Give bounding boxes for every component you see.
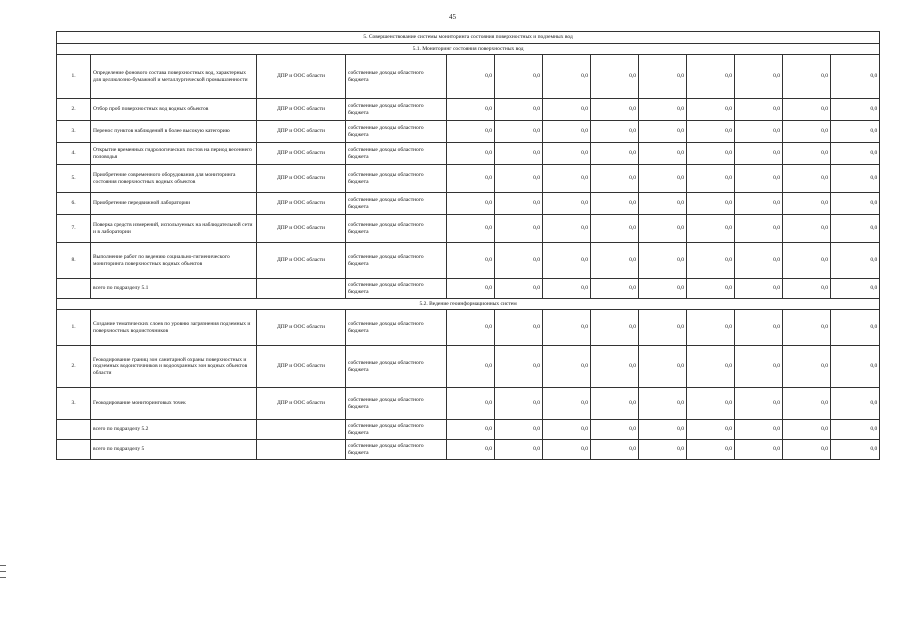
activity-name: Создание тематических слоев по уровню загрязнения подземных и поверхностных водоисточников (91, 310, 257, 346)
value-cell: 0,0 (639, 346, 687, 388)
executor: ДПР и ООС области (257, 310, 346, 346)
row-number: 6. (57, 193, 91, 215)
value-cell: 0,0 (495, 165, 543, 193)
value-cell: 0,0 (783, 346, 831, 388)
value-cell: 0,0 (591, 143, 639, 165)
value-cell: 0,0 (591, 420, 639, 440)
funding-source: собственные доходы областного бюджета (346, 99, 447, 121)
value-cell: 0,0 (495, 310, 543, 346)
funding-source: собственные доходы областного бюджета (346, 243, 447, 279)
value-cell: 0,0 (831, 165, 880, 193)
executor: ДПР и ООС области (257, 388, 346, 420)
value-cell: 0,0 (591, 310, 639, 346)
executor (257, 279, 346, 299)
funding-source: собственные доходы областного бюджета (346, 55, 447, 99)
value-cell: 0,0 (735, 243, 783, 279)
value-cell: 0,0 (639, 99, 687, 121)
value-cell: 0,0 (591, 440, 639, 460)
value-cell: 0,0 (783, 193, 831, 215)
funding-source: собственные доходы областного бюджета (346, 420, 447, 440)
row-number: 1. (57, 55, 91, 99)
section-title: 5. Совершенствование системы мониторинга состояния поверхностных и подземных вод (57, 32, 880, 44)
executor: ДПР и ООС области (257, 143, 346, 165)
value-cell: 0,0 (735, 440, 783, 460)
value-cell: 0,0 (639, 310, 687, 346)
value-cell: 0,0 (543, 193, 591, 215)
value-cell: 0,0 (639, 165, 687, 193)
executor: ДПР и ООС области (257, 55, 346, 99)
executor (257, 440, 346, 460)
value-cell: 0,0 (687, 121, 735, 143)
value-cell: 0,0 (591, 55, 639, 99)
activity-name: всего по подразделу 5.1 (91, 279, 257, 299)
value-cell: 0,0 (687, 55, 735, 99)
value-cell: 0,0 (783, 215, 831, 243)
funding-source: собственные доходы областного бюджета (346, 388, 447, 420)
activity-name: всего по подразделу 5 (91, 440, 257, 460)
funding-source: собственные доходы областного бюджета (346, 165, 447, 193)
value-cell: 0,0 (687, 243, 735, 279)
value-cell: 0,0 (495, 215, 543, 243)
value-cell: 0,0 (495, 420, 543, 440)
value-cell: 0,0 (543, 346, 591, 388)
activity-row (57, 388, 880, 420)
activity-name: Приобретение передвижной лаборатории (91, 193, 257, 215)
value-cell: 0,0 (543, 310, 591, 346)
value-cell: 0,0 (735, 193, 783, 215)
executor: ДПР и ООС области (257, 99, 346, 121)
value-cell: 0,0 (495, 99, 543, 121)
activity-name: Выполнение работ по ведению социально-гигиенического мониторинга поверхностных водных объектов (91, 243, 257, 279)
value-cell: 0,0 (639, 55, 687, 99)
subsection-header-row (57, 44, 880, 55)
value-cell: 0,0 (831, 420, 880, 440)
total-row (57, 279, 880, 299)
value-cell: 0,0 (687, 165, 735, 193)
value-cell: 0,0 (543, 55, 591, 99)
value-cell: 0,0 (447, 420, 495, 440)
value-cell: 0,0 (783, 55, 831, 99)
value-cell: 0,0 (831, 243, 880, 279)
edge-mark (0, 577, 6, 578)
value-cell: 0,0 (783, 143, 831, 165)
executor: ДПР и ООС области (257, 346, 346, 388)
value-cell: 0,0 (447, 388, 495, 420)
value-cell: 0,0 (639, 121, 687, 143)
activity-row (57, 99, 880, 121)
value-cell: 0,0 (735, 99, 783, 121)
value-cell: 0,0 (831, 440, 880, 460)
value-cell: 0,0 (591, 388, 639, 420)
row-number: 8. (57, 243, 91, 279)
executor: ДПР и ООС области (257, 193, 346, 215)
value-cell: 0,0 (735, 310, 783, 346)
activity-name: Определение фонового состава поверхностных вод, характерных для целлюлозно-бумажной и металлургической промышленности (91, 55, 257, 99)
activity-row (57, 215, 880, 243)
value-cell: 0,0 (687, 215, 735, 243)
value-cell: 0,0 (543, 99, 591, 121)
row-number: 5. (57, 165, 91, 193)
activity-name: Геокодирование мониторинговых точек (91, 388, 257, 420)
executor: ДПР и ООС области (257, 243, 346, 279)
value-cell: 0,0 (783, 99, 831, 121)
activity-name: Перенос пунктов наблюдений в более высокую категорию (91, 121, 257, 143)
value-cell: 0,0 (543, 243, 591, 279)
value-cell: 0,0 (735, 346, 783, 388)
value-cell: 0,0 (639, 243, 687, 279)
activity-row (57, 310, 880, 346)
value-cell: 0,0 (783, 279, 831, 299)
edge-marks (0, 565, 6, 583)
page-number: 45 (449, 13, 456, 21)
total-row (57, 420, 880, 440)
edge-mark (0, 565, 6, 566)
value-cell: 0,0 (687, 440, 735, 460)
funding-source: собственные доходы областного бюджета (346, 279, 447, 299)
value-cell: 0,0 (831, 310, 880, 346)
activity-name: Открытие временных гидрологических постов на период весеннего половодья (91, 143, 257, 165)
subsection-title: 5.2. Ведение геоинформационных систем (57, 299, 880, 310)
value-cell: 0,0 (735, 388, 783, 420)
row-number: 1. (57, 310, 91, 346)
value-cell: 0,0 (783, 420, 831, 440)
row-number (57, 440, 91, 460)
value-cell: 0,0 (543, 388, 591, 420)
executor (257, 420, 346, 440)
value-cell: 0,0 (447, 310, 495, 346)
value-cell: 0,0 (687, 279, 735, 299)
activity-row (57, 143, 880, 165)
value-cell: 0,0 (687, 310, 735, 346)
total-row (57, 440, 880, 460)
executor: ДПР и ООС области (257, 165, 346, 193)
value-cell: 0,0 (447, 279, 495, 299)
value-cell: 0,0 (591, 346, 639, 388)
activity-row (57, 346, 880, 388)
value-cell: 0,0 (447, 193, 495, 215)
value-cell: 0,0 (543, 420, 591, 440)
program-activities-table (56, 31, 880, 460)
value-cell: 0,0 (831, 55, 880, 99)
value-cell: 0,0 (639, 420, 687, 440)
value-cell: 0,0 (687, 193, 735, 215)
value-cell: 0,0 (447, 243, 495, 279)
value-cell: 0,0 (639, 440, 687, 460)
activity-name: всего по подразделу 5.2 (91, 420, 257, 440)
value-cell: 0,0 (831, 279, 880, 299)
value-cell: 0,0 (831, 99, 880, 121)
value-cell: 0,0 (735, 279, 783, 299)
activity-name: Приобретение современного оборудования для мониторинга состояния поверхностных водных объектов (91, 165, 257, 193)
value-cell: 0,0 (447, 346, 495, 388)
value-cell: 0,0 (495, 121, 543, 143)
value-cell: 0,0 (447, 440, 495, 460)
activity-name: Отбор проб поверхностных вод водных объектов (91, 99, 257, 121)
funding-source: собственные доходы областного бюджета (346, 440, 447, 460)
value-cell: 0,0 (543, 121, 591, 143)
value-cell: 0,0 (495, 440, 543, 460)
value-cell: 0,0 (543, 143, 591, 165)
value-cell: 0,0 (687, 420, 735, 440)
value-cell: 0,0 (591, 99, 639, 121)
value-cell: 0,0 (687, 143, 735, 165)
row-number: 3. (57, 121, 91, 143)
value-cell: 0,0 (831, 193, 880, 215)
value-cell: 0,0 (735, 420, 783, 440)
value-cell: 0,0 (639, 279, 687, 299)
activity-name: Поверка средств измерений, используемых на наблюдательной сети и в лаборатории (91, 215, 257, 243)
value-cell: 0,0 (639, 388, 687, 420)
value-cell: 0,0 (447, 55, 495, 99)
section-header-row (57, 32, 880, 44)
value-cell: 0,0 (687, 346, 735, 388)
activity-row (57, 55, 880, 99)
value-cell: 0,0 (735, 143, 783, 165)
value-cell: 0,0 (735, 121, 783, 143)
value-cell: 0,0 (447, 99, 495, 121)
activity-name: Геокодирование границ зон санитарной охраны поверхностных и подземных водоисточников и водоохранных зон водных объектов области (91, 346, 257, 388)
funding-source: собственные доходы областного бюджета (346, 215, 447, 243)
activity-row (57, 121, 880, 143)
value-cell: 0,0 (591, 279, 639, 299)
value-cell: 0,0 (783, 388, 831, 420)
value-cell: 0,0 (687, 99, 735, 121)
value-cell: 0,0 (783, 440, 831, 460)
value-cell: 0,0 (831, 143, 880, 165)
value-cell: 0,0 (495, 143, 543, 165)
edge-mark (0, 571, 6, 572)
subsection-title: 5.1. Мониторинг состояния поверхностных вод (57, 44, 880, 55)
value-cell: 0,0 (831, 346, 880, 388)
value-cell: 0,0 (495, 243, 543, 279)
value-cell: 0,0 (591, 165, 639, 193)
funding-source: собственные доходы областного бюджета (346, 310, 447, 346)
value-cell: 0,0 (831, 215, 880, 243)
value-cell: 0,0 (783, 243, 831, 279)
value-cell: 0,0 (495, 388, 543, 420)
value-cell: 0,0 (783, 310, 831, 346)
value-cell: 0,0 (495, 55, 543, 99)
value-cell: 0,0 (735, 165, 783, 193)
value-cell: 0,0 (639, 193, 687, 215)
value-cell: 0,0 (735, 215, 783, 243)
value-cell: 0,0 (447, 215, 495, 243)
activity-row (57, 243, 880, 279)
subsection-header-row (57, 299, 880, 310)
value-cell: 0,0 (591, 193, 639, 215)
funding-source: собственные доходы областного бюджета (346, 193, 447, 215)
row-number: 2. (57, 346, 91, 388)
value-cell: 0,0 (591, 215, 639, 243)
activity-row (57, 193, 880, 215)
funding-source: собственные доходы областного бюджета (346, 346, 447, 388)
value-cell: 0,0 (495, 193, 543, 215)
value-cell: 0,0 (447, 165, 495, 193)
executor: ДПР и ООС области (257, 215, 346, 243)
executor: ДПР и ООС области (257, 121, 346, 143)
row-number: 2. (57, 99, 91, 121)
value-cell: 0,0 (831, 121, 880, 143)
value-cell: 0,0 (543, 215, 591, 243)
value-cell: 0,0 (783, 121, 831, 143)
value-cell: 0,0 (495, 279, 543, 299)
value-cell: 0,0 (783, 165, 831, 193)
funding-source: собственные доходы областного бюджета (346, 143, 447, 165)
row-number (57, 420, 91, 440)
value-cell: 0,0 (543, 440, 591, 460)
value-cell: 0,0 (735, 55, 783, 99)
value-cell: 0,0 (687, 388, 735, 420)
value-cell: 0,0 (639, 215, 687, 243)
table-body (57, 32, 880, 460)
value-cell: 0,0 (495, 346, 543, 388)
row-number: 7. (57, 215, 91, 243)
value-cell: 0,0 (639, 143, 687, 165)
value-cell: 0,0 (591, 121, 639, 143)
value-cell: 0,0 (447, 121, 495, 143)
value-cell: 0,0 (591, 243, 639, 279)
funding-source: собственные доходы областного бюджета (346, 121, 447, 143)
value-cell: 0,0 (447, 143, 495, 165)
row-number (57, 279, 91, 299)
row-number: 3. (57, 388, 91, 420)
activity-row (57, 165, 880, 193)
row-number: 4. (57, 143, 91, 165)
value-cell: 0,0 (831, 388, 880, 420)
value-cell: 0,0 (543, 279, 591, 299)
value-cell: 0,0 (543, 165, 591, 193)
